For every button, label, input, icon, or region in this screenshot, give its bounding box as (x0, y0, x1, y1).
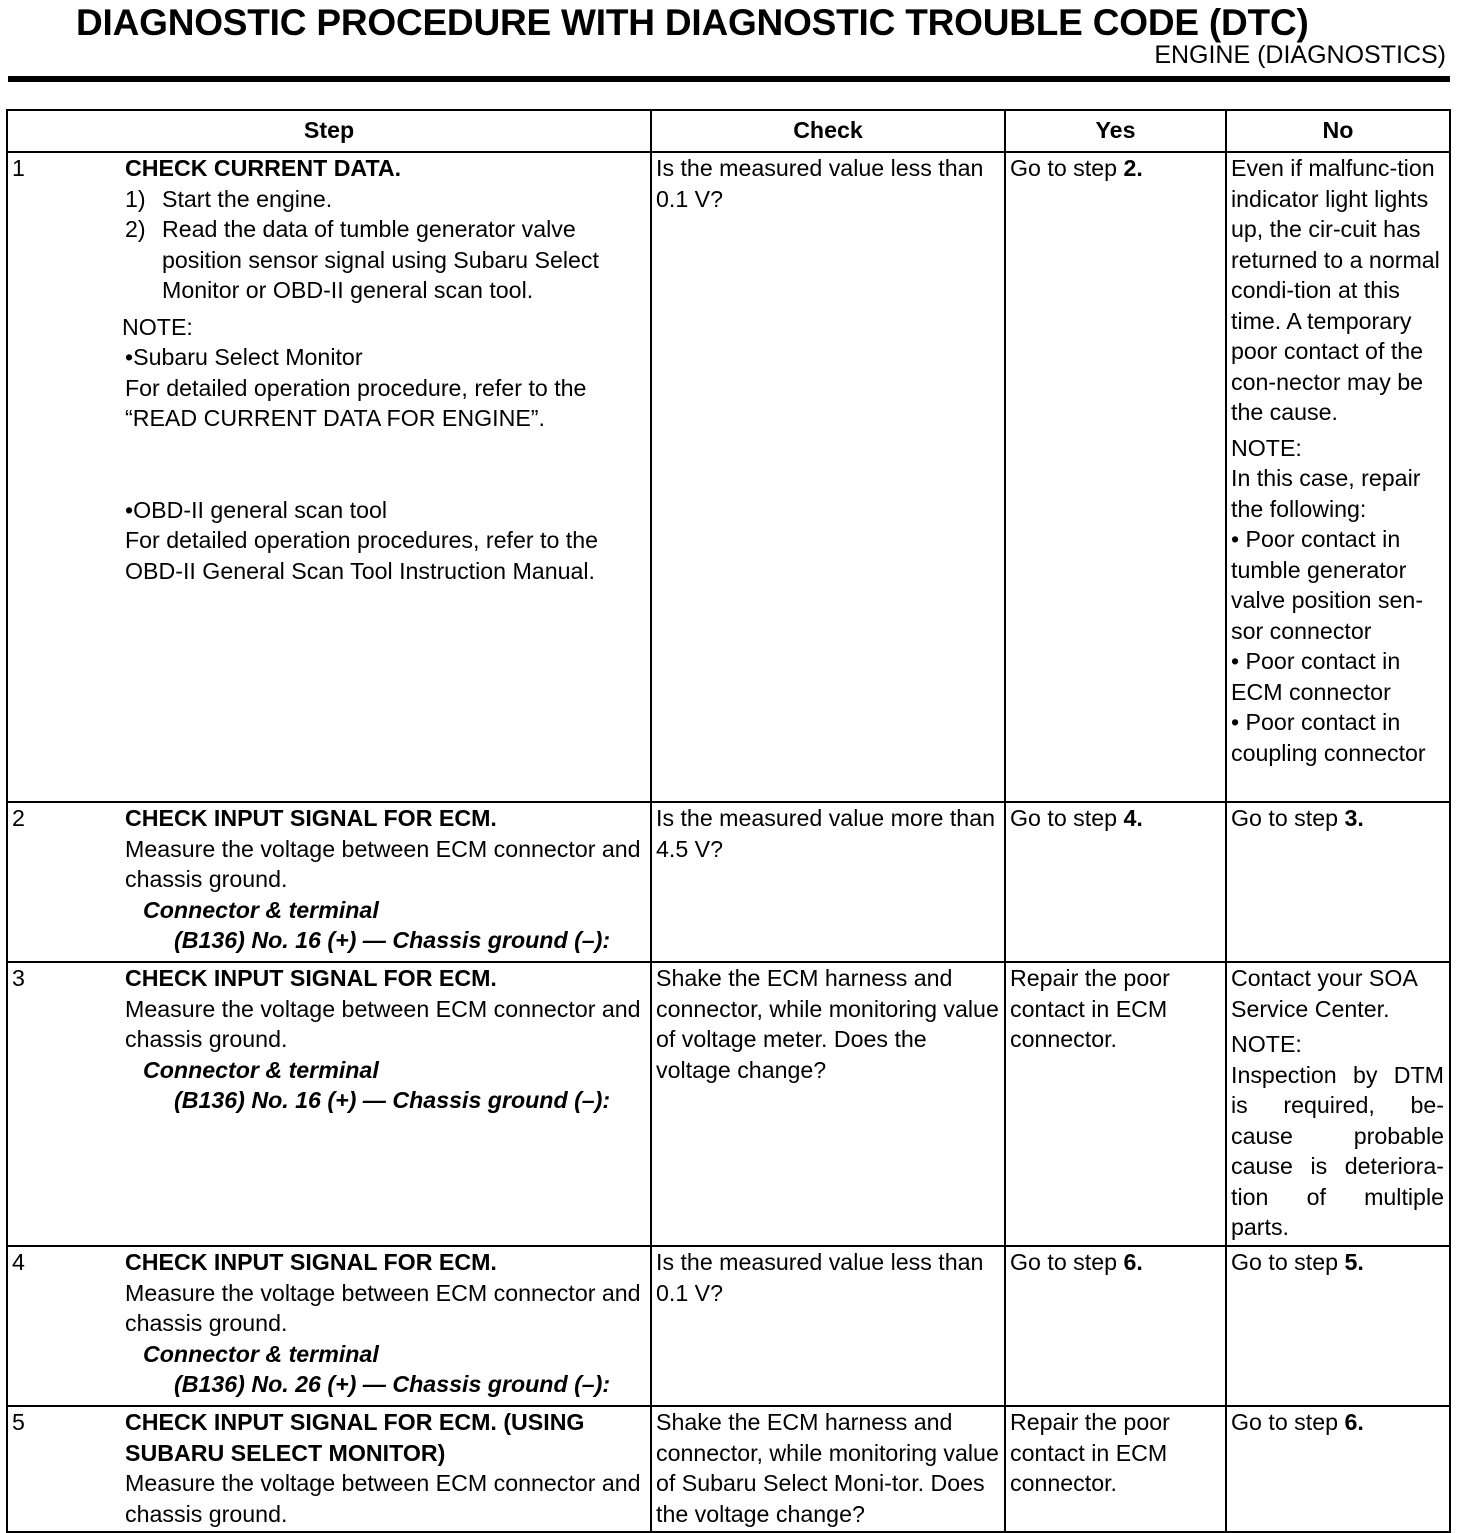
yes-step-ref: 6. (1123, 1249, 1143, 1275)
connector-label: Connector & terminal (143, 1056, 379, 1083)
note-label: NOTE: (122, 313, 193, 340)
step-title: CHECK INPUT SIGNAL FOR ECM. (USING SUBARU SELECT MONITOR) (125, 1409, 585, 1466)
no-cell (1226, 802, 1450, 962)
connector-label: Connector & terminal (143, 1340, 379, 1367)
step-number: 3 (7, 962, 125, 1246)
list-item-text: Read the data of tumble generator valve position sensor signal using Subaru Select Monitor or OBD-II general scan tool. (162, 216, 599, 303)
step-number: 1 (7, 152, 125, 802)
step-title: CHECK CURRENT DATA. (125, 155, 402, 181)
step-number: 4 (7, 1246, 125, 1406)
no-cell (1226, 1246, 1450, 1406)
no-step-ref: 6. (1344, 1409, 1364, 1435)
yes-text: Go to step (1010, 1249, 1124, 1275)
table-row (7, 152, 1450, 802)
step-body: Measure the voltage between ECM connector and chassis ground. (125, 1279, 641, 1336)
bullet-item: • Poor contact in tumble generator valve position sen-sor connector (1231, 526, 1424, 644)
yes-text: Go to step (1010, 805, 1124, 831)
step-content (122, 152, 651, 802)
note-body: For detailed operation procedures, refer to the OBD-II General Scan Tool Instruction Manual. (125, 527, 599, 584)
step-number: 2 (7, 802, 125, 962)
step-body: Measure the voltage between ECM connector and chassis ground. (125, 835, 641, 892)
list-item-number: 1) (125, 185, 146, 212)
step-number: 5 (7, 1406, 125, 1532)
yes-step-ref: 4. (1123, 805, 1143, 831)
column-header-yes: Yes (1005, 110, 1226, 152)
no-cell (1226, 152, 1450, 802)
no-step-ref: 3. (1344, 805, 1364, 831)
connector-value: (B136) No. 26 (+) — Chassis ground (–): (174, 1371, 611, 1397)
list-item (125, 214, 644, 306)
no-text: Go to step (1231, 805, 1345, 831)
yes-cell: Repair the poor contact in ECM connector. (1005, 962, 1226, 1246)
step-content (125, 802, 651, 962)
step-content (125, 1406, 651, 1532)
step-body: Measure the voltage between ECM connector and chassis ground. (125, 995, 641, 1052)
step-title: CHECK INPUT SIGNAL FOR ECM. (125, 965, 497, 991)
no-step-ref: 5. (1344, 1249, 1364, 1275)
column-header-no: No (1226, 110, 1450, 152)
connector-value: (B136) No. 16 (+) — Chassis ground (–): (174, 1087, 611, 1113)
note-label: NOTE: (1231, 434, 1302, 461)
header-divider (8, 76, 1450, 82)
note-heading: •Subaru Select Monitor (125, 344, 363, 370)
connector-value: (B136) No. 16 (+) — Chassis ground (–): (174, 927, 611, 953)
column-header-check: Check (651, 110, 1005, 152)
check-cell: Shake the ECM harness and connector, while monitoring value of voltage meter. Does the voltage change? (651, 962, 1005, 1246)
note-body: For detailed operation procedure, refer to the “READ CURRENT DATA FOR ENGINE”. (125, 374, 587, 431)
table-row (7, 802, 1450, 962)
step-title: CHECK INPUT SIGNAL FOR ECM. (125, 805, 497, 831)
note-heading: •OBD-II general scan tool (125, 496, 388, 523)
yes-step-ref: 2. (1123, 155, 1143, 181)
no-text: Contact your SOA Service Center. (1231, 965, 1417, 1022)
page-title: DIAGNOSTIC PROCEDURE WITH DIAGNOSTIC TROUBLE CODE (DTC) (76, 2, 1309, 43)
list-item (125, 184, 644, 215)
step-content (125, 1246, 651, 1406)
note-body: Inspection by DTM is required, be-cause probable cause is deteriora-tion of multiple parts. (1231, 1061, 1444, 1240)
yes-cell (1005, 152, 1226, 802)
table-row (7, 1246, 1450, 1406)
no-cell (1226, 1406, 1450, 1532)
table-row (7, 962, 1450, 1246)
step-content (125, 962, 651, 1246)
section-subtitle: ENGINE (DIAGNOSTICS) (1154, 41, 1446, 69)
table-row (7, 1406, 1450, 1532)
check-cell: Shake the ECM harness and connector, while monitoring value of Subaru Select Moni-tor. Does the voltage change? (651, 1406, 1005, 1532)
bullet-item: • Poor contact in coupling connector (1231, 709, 1426, 766)
connector-label: Connector & terminal (143, 896, 379, 923)
diagnostic-table (6, 109, 1451, 1533)
no-text: Even if malfunc-tion indicator light lights up, the cir-cuit has returned to a normal condi-tion at this time. A temporary poor contact of the con-nector may be the cause. (1231, 155, 1440, 425)
no-cell (1226, 962, 1450, 1246)
yes-cell: Repair the poor contact in ECM connector. (1005, 1406, 1226, 1532)
check-cell: Is the measured value more than 4.5 V? (651, 802, 1005, 962)
no-text: Go to step (1231, 1409, 1345, 1435)
yes-text: Go to step (1010, 155, 1124, 181)
list-item-text: Start the engine. (162, 185, 333, 212)
check-cell: Is the measured value less than 0.1 V? (651, 1246, 1005, 1406)
step-title: CHECK INPUT SIGNAL FOR ECM. (125, 1249, 497, 1275)
bullet-item: • Poor contact in ECM connector (1231, 648, 1401, 705)
table-header-row (7, 110, 1450, 152)
step-body: Measure the voltage between ECM connector and chassis ground. (125, 1470, 641, 1527)
no-text: Go to step (1231, 1249, 1345, 1275)
list-item-number: 2) (125, 216, 146, 242)
check-cell: Is the measured value less than 0.1 V? (651, 152, 1005, 802)
column-header-step: Step (7, 110, 651, 152)
note-body: In this case, repair the following: (1231, 465, 1421, 522)
yes-cell (1005, 802, 1226, 962)
note-label: NOTE: (1231, 1031, 1302, 1057)
yes-cell (1005, 1246, 1226, 1406)
